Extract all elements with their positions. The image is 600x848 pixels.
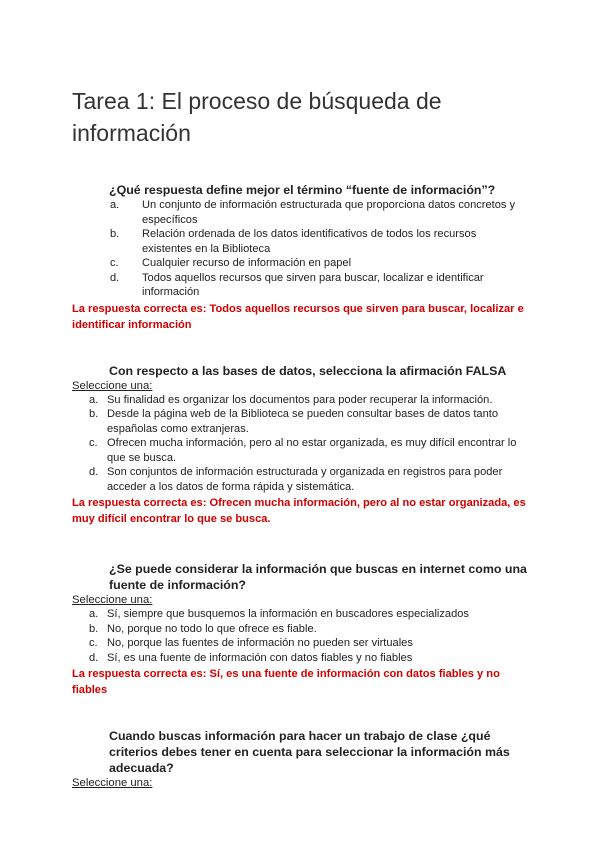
option-text: Sí, siempre que busquemos la información en buscadores especializados — [107, 608, 469, 620]
select-hint: Seleccione una: — [72, 379, 153, 392]
option-letter: a. — [89, 608, 99, 620]
option-letter: b. — [89, 408, 99, 420]
question-4 — [72, 728, 532, 790]
option-item — [89, 465, 529, 494]
question-title: Cuando buscas información para hacer un trabajo de clase ¿qué criterios debes tener en cuenta para seleccionar la información más adecuada? — [109, 729, 510, 775]
option-item — [89, 407, 529, 436]
option-letter: c. — [110, 257, 119, 269]
option-letter: c. — [89, 437, 98, 449]
option-letter: d. — [89, 651, 99, 664]
option-item — [110, 271, 520, 300]
option-text: Todos aquellos recursos que sirven para buscar, localizar e identificar información — [142, 271, 484, 298]
option-letter: a. — [89, 393, 99, 406]
option-text: Sí, es una fuente de información con datos fiables y no fiables — [107, 651, 413, 664]
document-page — [72, 85, 532, 790]
option-text: No, porque las fuentes de información no pueden ser virtuales — [107, 637, 413, 649]
option-item — [89, 636, 529, 651]
option-item — [110, 256, 520, 271]
option-item — [89, 436, 529, 465]
options-list — [89, 607, 529, 665]
option-letter: b. — [110, 228, 120, 240]
option-text: No, porque no todo lo que ofrece es fiable. — [107, 622, 317, 635]
question-3 — [72, 561, 532, 698]
option-letter: d. — [110, 271, 120, 284]
option-text: Un conjunto de información estructurada que proporciona datos concretos y específicos — [142, 199, 516, 226]
options-list — [89, 393, 529, 495]
correct-answer: La respuesta correcta es: Todos aquellos recursos que sirven para buscar, localizar e identificar información — [72, 302, 524, 331]
option-letter: b. — [89, 622, 99, 635]
options-list — [110, 198, 520, 300]
correct-answer: La respuesta correcta es: Sí, es una fuente de información con datos fiables y no fiables — [72, 668, 500, 696]
option-text: Desde la página web de la Biblioteca se pueden consultar bases de datos tanto españolas como extranjeras. — [107, 408, 499, 435]
option-item — [110, 227, 520, 256]
correct-answer: La respuesta correcta es: Ofrecen mucha información, pero al no estar organizada, es muy difícil encontrar lo que se busca. — [72, 497, 526, 525]
option-letter: d. — [89, 466, 99, 478]
option-text: Su finalidad es organizar los documentos para poder recuperar la información. — [107, 393, 493, 406]
select-hint: Seleccione una: — [72, 594, 153, 606]
option-letter: a. — [110, 199, 120, 211]
option-item — [89, 393, 529, 408]
page-title: Tarea 1: El proceso de búsqueda de información — [72, 88, 442, 146]
question-title: Con respecto a las bases de datos, selecciona la afirmación FALSA — [109, 363, 507, 378]
question-1 — [72, 182, 532, 333]
option-text: Relación ordenada de los datos identificativos de todos los recursos existentes en la Biblioteca — [142, 228, 477, 255]
question-title: ¿Qué respuesta define mejor el término “fuente de información”? — [109, 183, 496, 197]
option-letter: c. — [89, 637, 98, 649]
option-text: Ofrecen mucha información, pero al no estar organizada, es muy difícil encontrar lo que se busca. — [107, 437, 517, 464]
select-hint: Seleccione una: — [72, 777, 153, 789]
option-item — [110, 198, 520, 227]
option-item — [89, 607, 529, 622]
option-item — [89, 651, 529, 666]
option-item — [89, 622, 529, 637]
option-text: Son conjuntos de información estructurada y organizada en registros para poder acceder a los datos de forma rápida y sistemática. — [107, 466, 503, 493]
question-title: ¿Se puede considerar la información que buscas en internet como una fuente de información? — [109, 562, 527, 592]
question-2 — [72, 363, 532, 528]
option-text: Cualquier recurso de información en papel — [142, 257, 352, 269]
